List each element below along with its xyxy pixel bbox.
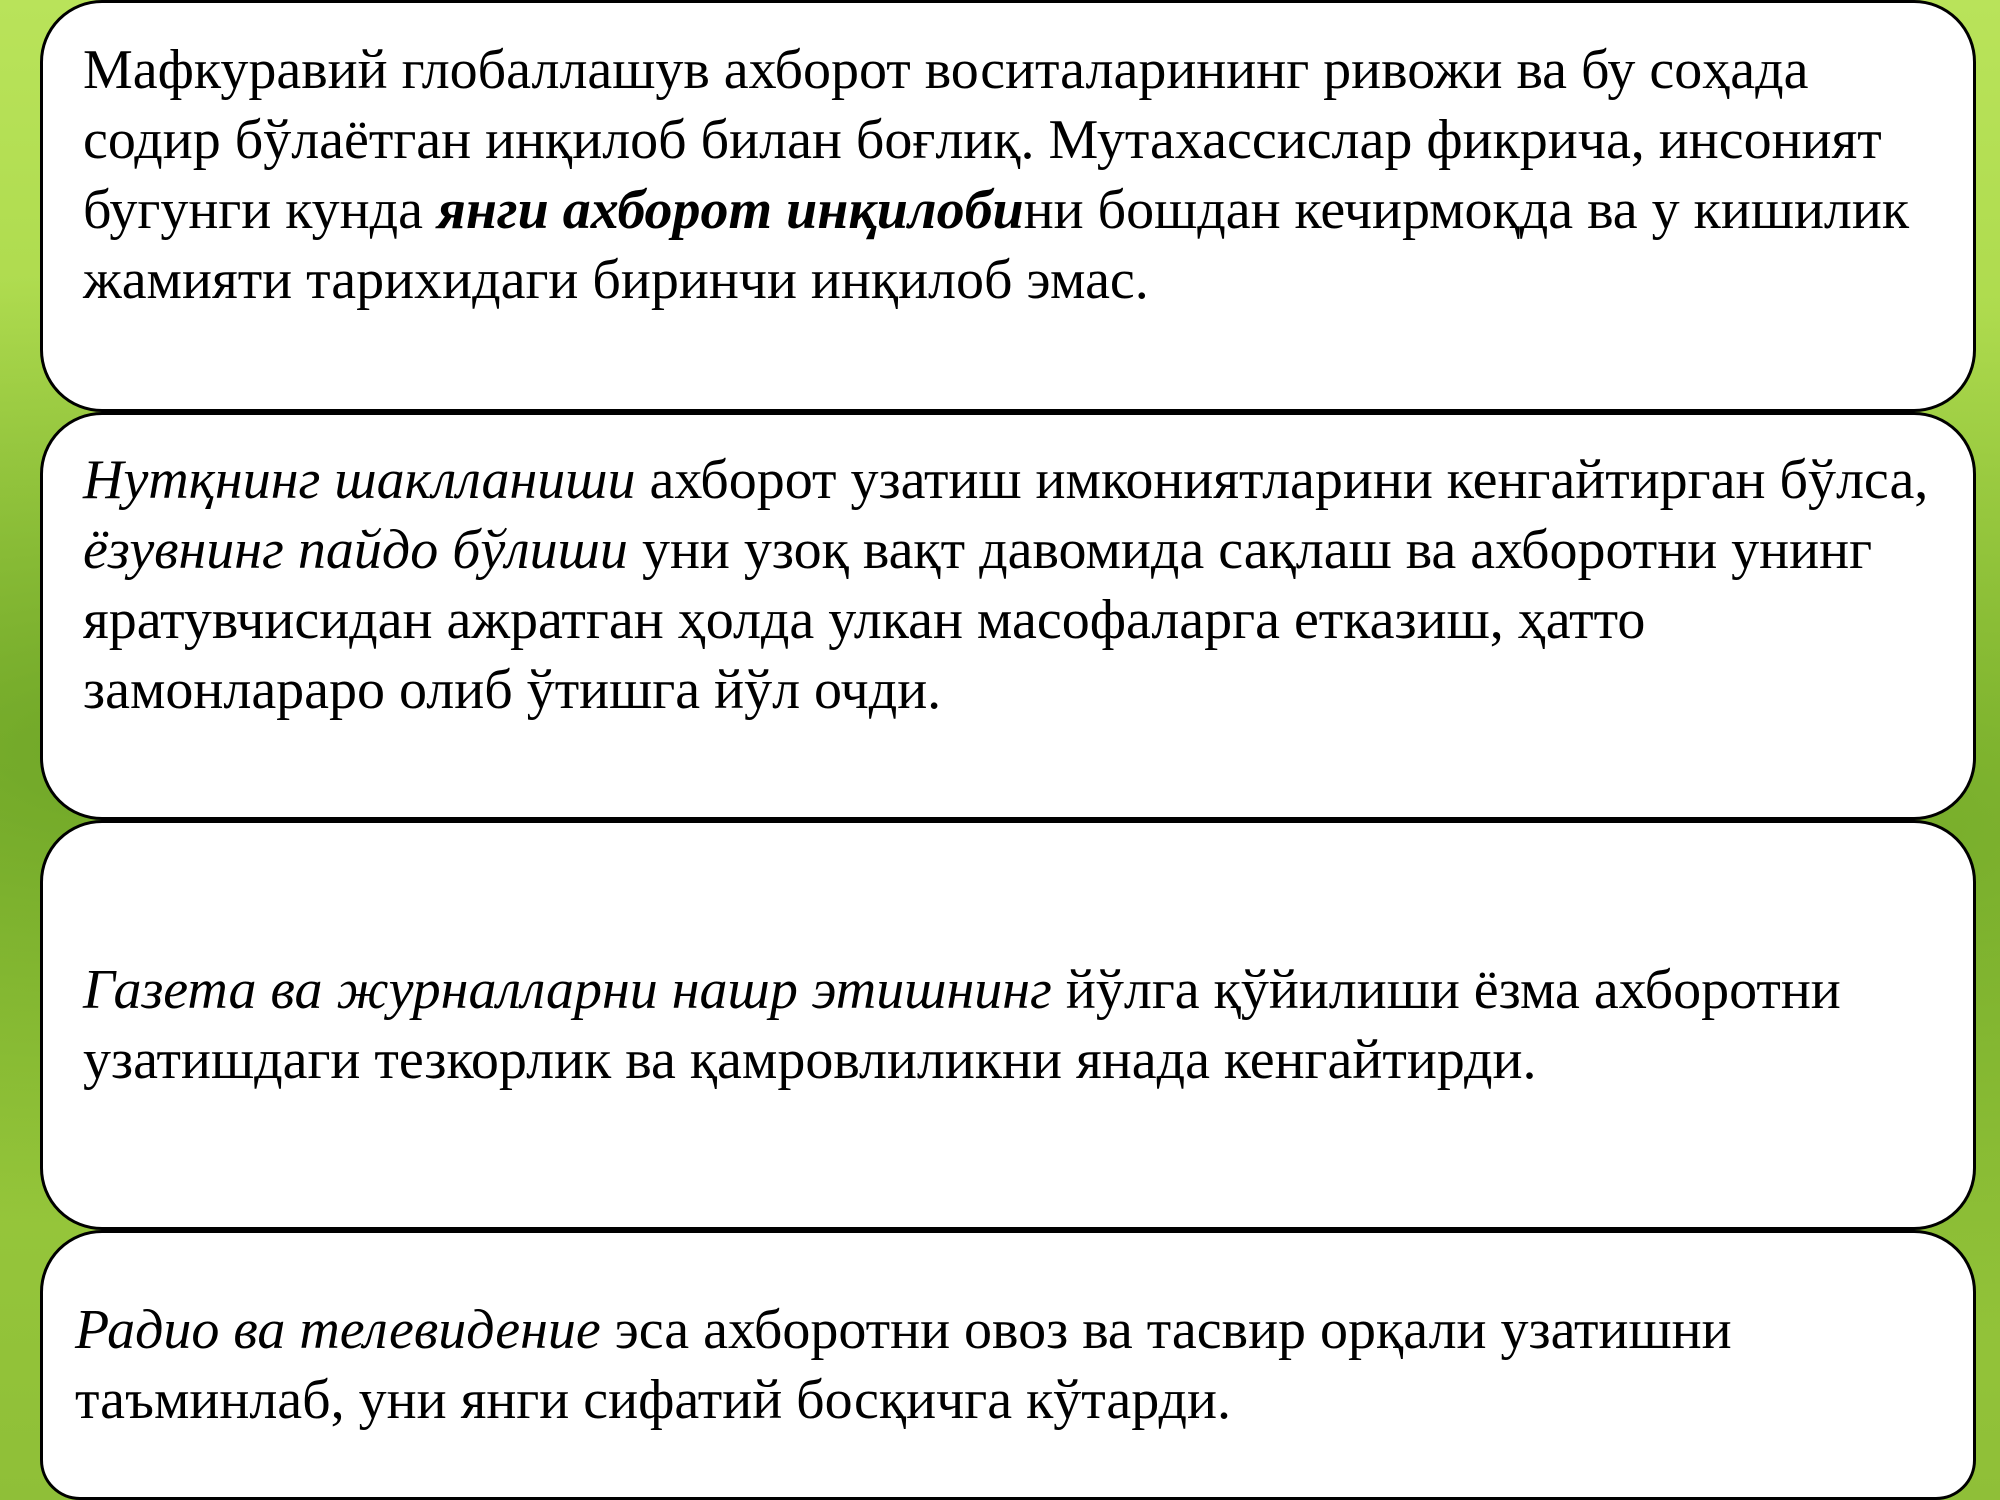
italic-speech-formation: Нутқнинг шаклланиши — [83, 449, 636, 511]
text-box-information-revolution — [40, 0, 1976, 412]
paragraph-newspapers — [83, 955, 1933, 1095]
paragraph-speech-and-writing — [83, 445, 1933, 725]
italic-writing-emergence: ёзувнинг пайдо бўлиши — [83, 519, 628, 581]
paragraph-radio-television — [75, 1295, 1941, 1435]
paragraph-text: эса ахборотни овоз ва тасвир орқали узатишни таъминлаб, уни янги сифатий босқичга кўтарди. — [75, 1299, 1732, 1431]
paragraph-text: ахборот узатиш имкониятларини кенгайтирган бўлса, — [635, 449, 1929, 511]
paragraph-text: ни бошдан кечирмоқда ва у кишилик жамияти тарихидаги биринчи инқилоб эмас. — [83, 179, 1910, 311]
text-box-newspapers — [40, 820, 1976, 1230]
paragraph-information-revolution — [83, 35, 1933, 315]
text-box-radio-television — [40, 1230, 1976, 1500]
paragraph-text: уни узоқ вақт давомида сақлаш ва ахборотни унинг яратувчисидан ажратган ҳолда улкан масофаларга етказиш, ҳатто замонлараро олиб ўтишга йўл очди. — [83, 519, 1873, 721]
italic-radio-television: Радио ва телевидение — [75, 1299, 601, 1361]
text-box-speech-and-writing — [40, 412, 1976, 820]
emphasis-new-information-revolution: янги ахборот инқилоби — [436, 179, 1024, 241]
italic-newspapers-publishing: Газета ва журналларни нашр этишнинг — [83, 959, 1052, 1021]
paragraph-text: Мафкуравий глобаллашув ахборот воситаларининг ривожи ва бу соҳада содир бўлаётган инқилоб билан боғлиқ. Мутахассислар фикрича, инсоният бугунги кунда — [83, 39, 1882, 241]
paragraph-text: йўлга қўйилиши ёзма ахборотни узатишдаги тезкорлик ва қамровлиликни янада кенгайтирди. — [83, 959, 1841, 1091]
